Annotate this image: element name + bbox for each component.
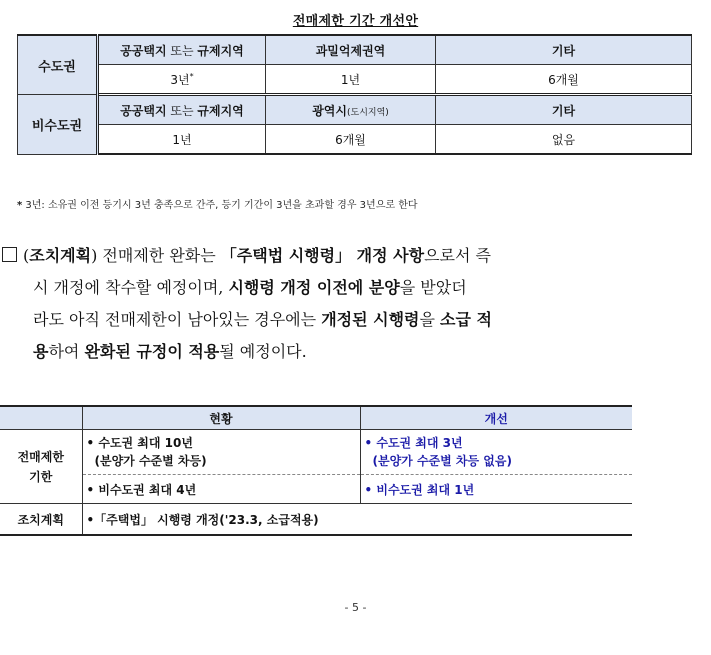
nonmetro-value-other: 없음 (436, 125, 692, 155)
corner-cell (0, 406, 82, 430)
header-current: 현황 (82, 406, 360, 430)
paragraph-line-1: (조치계획) 전매제한 완화는 「주택법 시행령」 개정 사항으로서 즉 (0, 240, 690, 272)
page-number: - 5 - (344, 601, 367, 614)
current-nonmetro: • 비수도권 최대 4년 (82, 475, 360, 504)
table1-footnote: * 3년: 소유권 이전 등기시 3년 충족으로 간주, 등기 기간이 3년을 초과할 경우 3년으로 한다 (17, 200, 418, 211)
nonmetro-value-metro-city: 6개월 (266, 125, 436, 155)
row-label-action-plan: 조치계획 (0, 504, 82, 536)
metro-value-other: 6개월 (436, 65, 692, 95)
metro-value-public-land: 3년* (98, 65, 266, 95)
nonmetro-label: 비수도권 (18, 95, 98, 155)
table1-title: 전매제한 기간 개선안 (292, 14, 419, 29)
row-label-resale-period: 전매제한 기한 (0, 430, 82, 504)
nonmetro-value-public-land: 1년 (98, 125, 266, 155)
metro-value-overcrowded: 1년 (266, 65, 436, 95)
resale-restriction-table (17, 34, 692, 155)
checkbox-square-icon (2, 247, 17, 262)
paragraph-line-4: 용하여 완화된 규정이 적용될 예정이다. (33, 342, 307, 361)
metro-label: 수도권 (18, 35, 98, 95)
metro-header-public-land: 공공택지 또는 규제지역 (98, 35, 266, 65)
action-plan-value: •「주택법」 시행령 개정('23.3, 소급적용) (82, 504, 632, 536)
paragraph-line-2: 시 개정에 착수할 예정이며, 시행령 개정 이전에 분양을 받았더 (33, 278, 467, 297)
current-metro: • 수도권 최대 10년 (분양가 수준별 차등) (82, 430, 360, 475)
improved-metro: • 수도권 최대 3년 (분양가 수준별 차등 없음) (360, 430, 632, 475)
action-plan-paragraph (0, 240, 690, 368)
metro-header-overcrowded: 과밀억제권역 (266, 35, 436, 65)
nonmetro-header-metro-city: 광역시(도시지역) (266, 95, 436, 125)
comparison-table (0, 405, 632, 536)
nonmetro-header-other: 기타 (436, 95, 692, 125)
metro-header-other: 기타 (436, 35, 692, 65)
header-improved: 개선 (360, 406, 632, 430)
nonmetro-header-public-land: 공공택지 또는 규제지역 (98, 95, 266, 125)
improved-nonmetro: • 비수도권 최대 1년 (360, 475, 632, 504)
paragraph-line-3: 라도 아직 전매제한이 남아있는 경우에는 개정된 시행령을 소급 적 (33, 310, 492, 329)
